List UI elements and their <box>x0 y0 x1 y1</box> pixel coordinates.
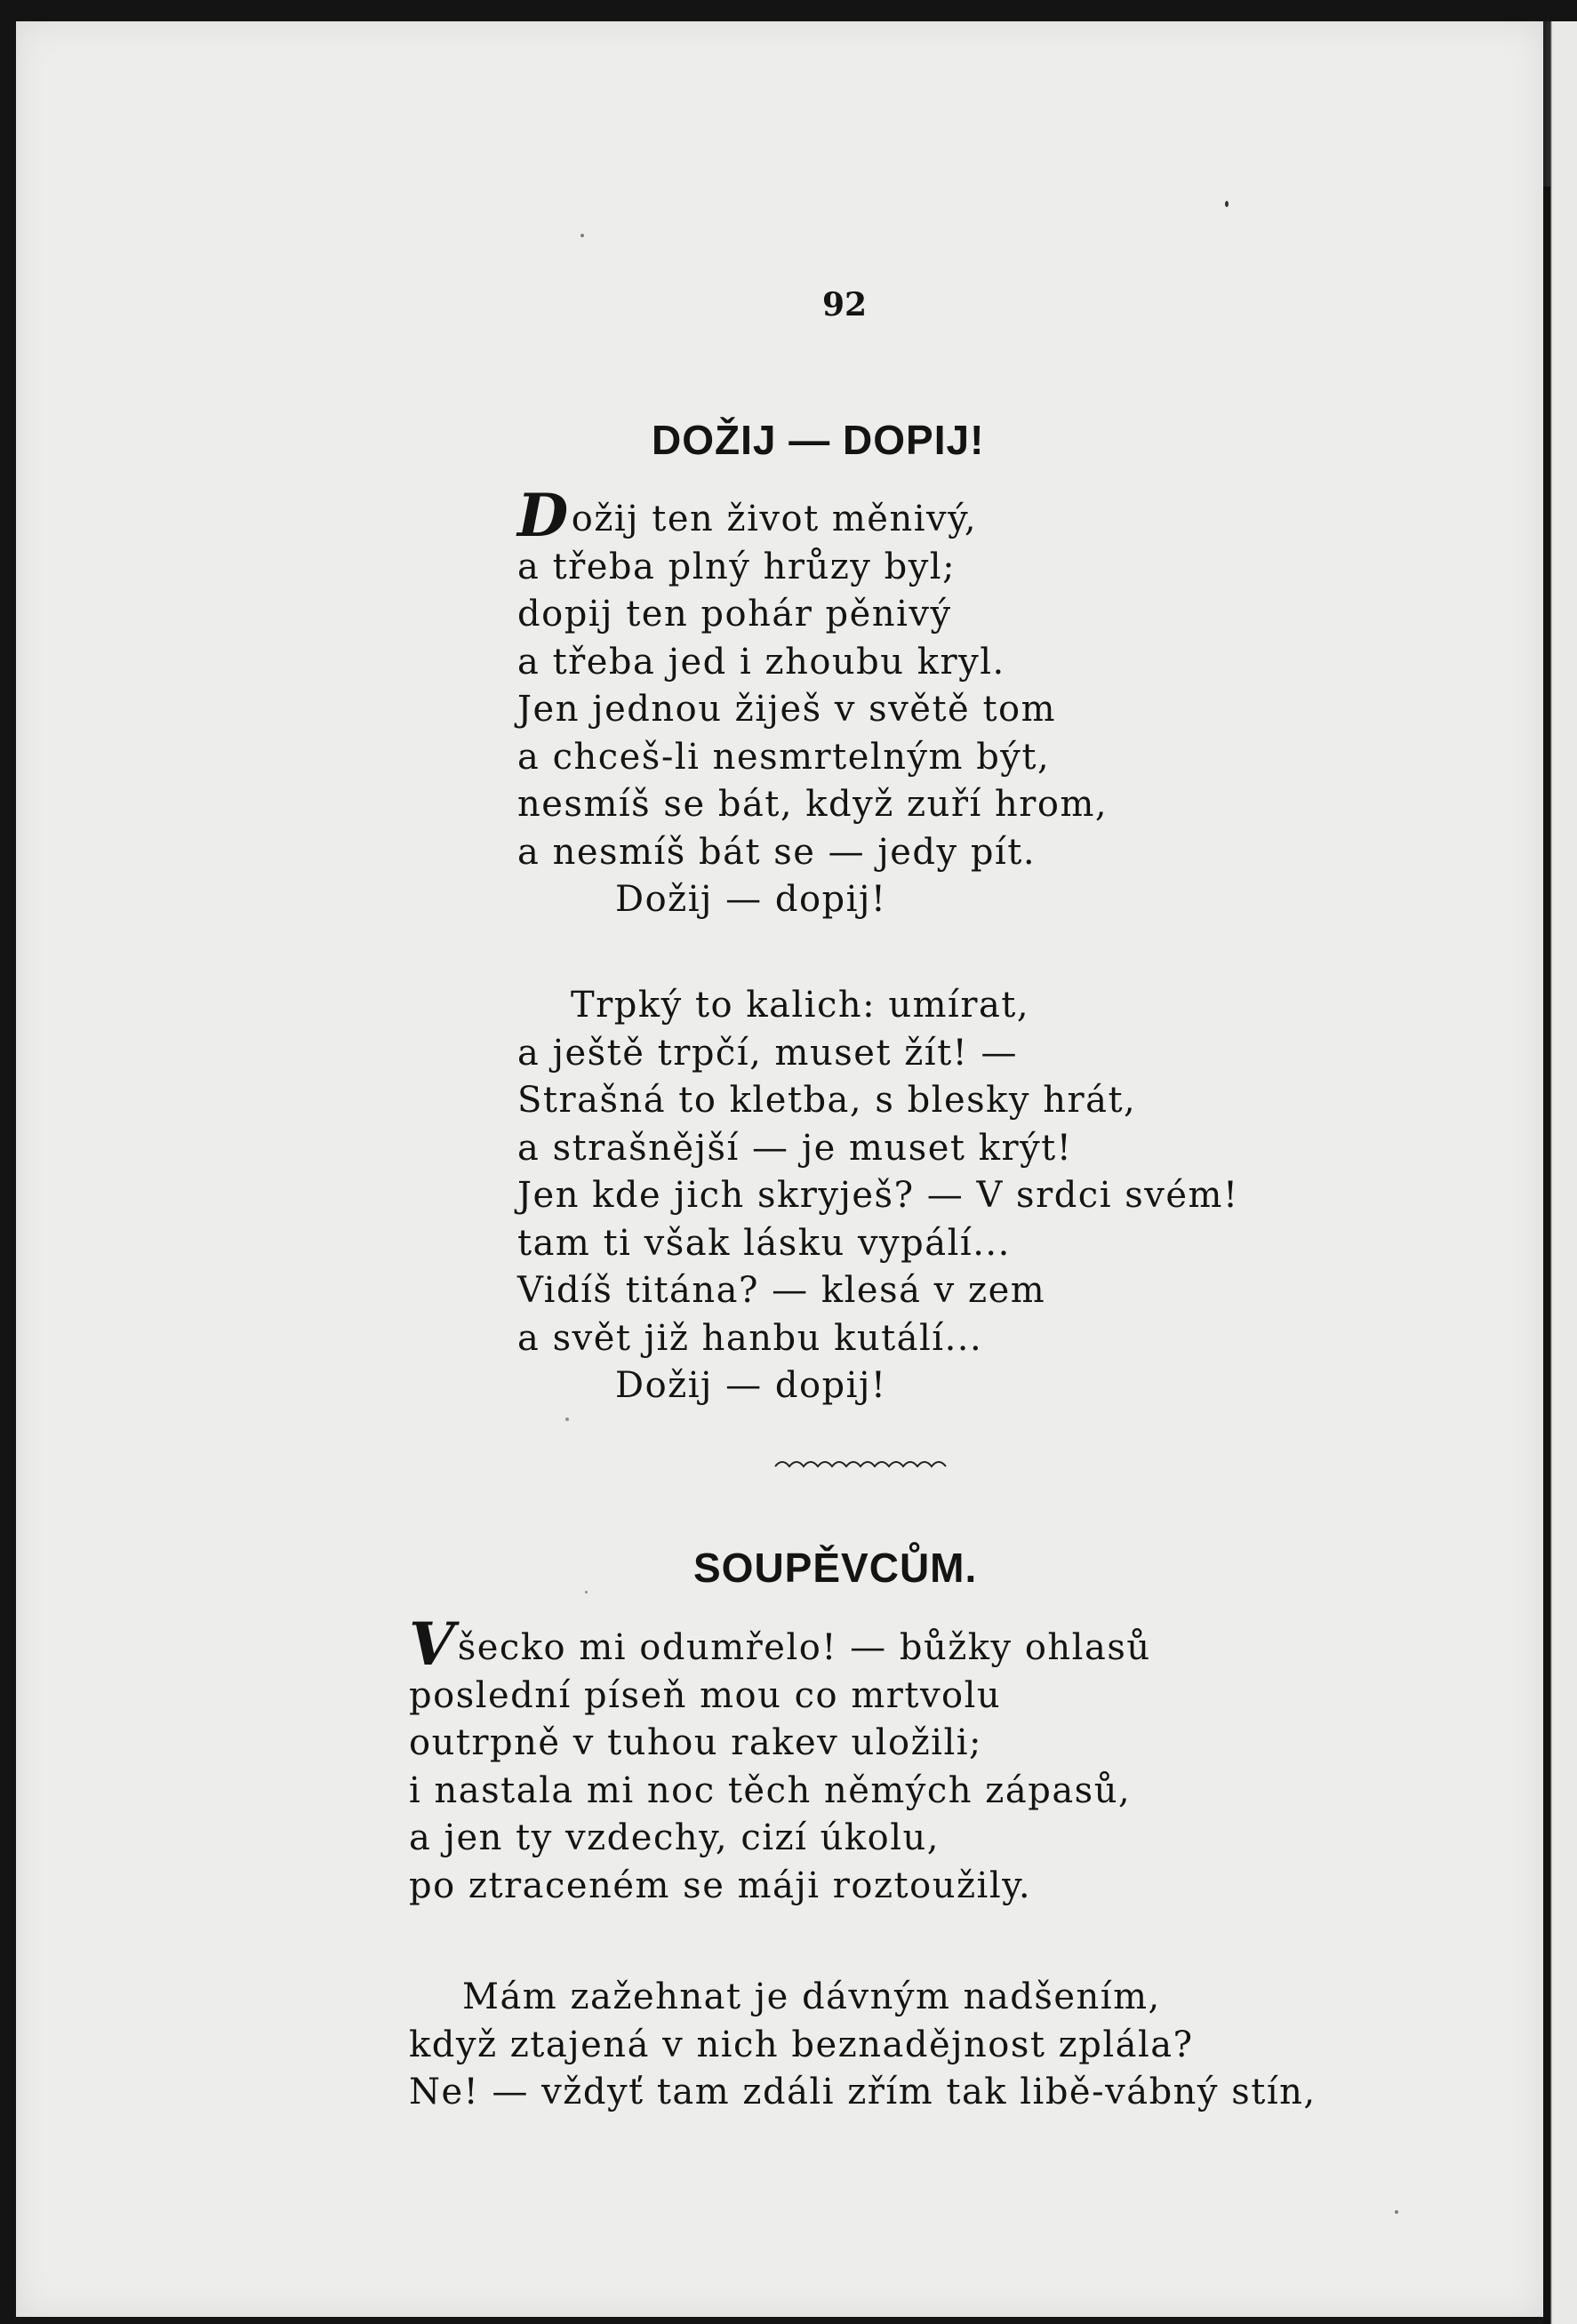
page-number: 92 <box>821 286 868 323</box>
drop-cap: V <box>409 1609 456 1679</box>
verse-line: poslední píseň mou co mrtvolu <box>409 1674 1002 1716</box>
verse-line: a jen ty vzdechy, cizí úkolu, <box>409 1817 940 1858</box>
verse-line <box>517 481 1108 550</box>
verse-line: Jen jednou žiješ v světě tom <box>517 689 1057 730</box>
paper-speck <box>1225 201 1229 207</box>
verse-line: a svět již hanbu kutálí... <box>517 1317 983 1359</box>
stanza <box>517 982 1239 1410</box>
paper-speck <box>580 234 584 237</box>
verse-line: Mám zažehnat je dávným nadšením, <box>462 1977 1161 2017</box>
book-edge-shadow <box>1543 187 1550 2324</box>
poem-title: DOŽIJ — DOPIJ! <box>652 417 985 463</box>
stanza <box>409 1974 1317 2117</box>
verse-line: outrpně v tuhou rakev uložili; <box>409 1722 983 1763</box>
verse-line: i nastala mi noc těch němých zápasů, <box>409 1769 1132 1811</box>
stanza <box>409 1609 1151 1910</box>
drop-cap: D <box>517 481 570 550</box>
verse-line: když ztajená v nich beznadějnost zplála? <box>409 2024 1194 2065</box>
refrain-line: Dožij — dopij! <box>615 1365 887 1406</box>
verse-text: šecko mi odumřelo! — bůžky ohlasů <box>457 1627 1151 1668</box>
poem-title: SOUPĚVCŮM. <box>693 1545 978 1591</box>
verse-line: a nesmíš bát se — jedy pít. <box>517 831 1037 873</box>
verse-text: ožij ten život měnivý, <box>571 499 978 539</box>
verse-line: dopij ten pohár pěnivý <box>517 594 952 635</box>
verse-line: tam ti však lásku vypálí... <box>517 1222 1011 1264</box>
stanza <box>517 481 1109 924</box>
verse-line: a třeba jed i zhoubu kryl. <box>517 641 1005 683</box>
paper-speck <box>1395 2210 1398 2214</box>
section-divider-ornament <box>773 1456 951 1473</box>
verse-line: a chceš-li nesmrtelným být, <box>517 736 1051 778</box>
paper-speck <box>565 1418 569 1421</box>
verse-line: Ne! — vždyť tam zdáli zřím tak libě-vábný stín, <box>409 2072 1317 2112</box>
verse-line: Jen kde jich skryješ? — V srdci svém! <box>517 1175 1239 1216</box>
verse-line: po ztraceném se máji roztoužily. <box>409 1865 1032 1906</box>
verse-line: a ještě trpčí, muset žít! — <box>517 1032 1018 1074</box>
verse-line: nesmíš se bát, když zuří hrom, <box>517 784 1109 825</box>
refrain-line: Dožij — dopij! <box>615 879 887 920</box>
verse-line: Strašná to kletba, s blesky hrát, <box>517 1080 1137 1121</box>
verse-line: a třeba plný hrůzy byl; <box>517 546 957 587</box>
verse-line: Trpký to kalich: umírat, <box>571 985 1030 1026</box>
verse-line <box>409 1609 1151 1679</box>
paper-speck <box>585 1591 588 1593</box>
verse-line: a strašnější — je muset krýt! <box>517 1127 1073 1169</box>
verse-line: Vidíš titána? — klesá v zem <box>517 1270 1046 1311</box>
